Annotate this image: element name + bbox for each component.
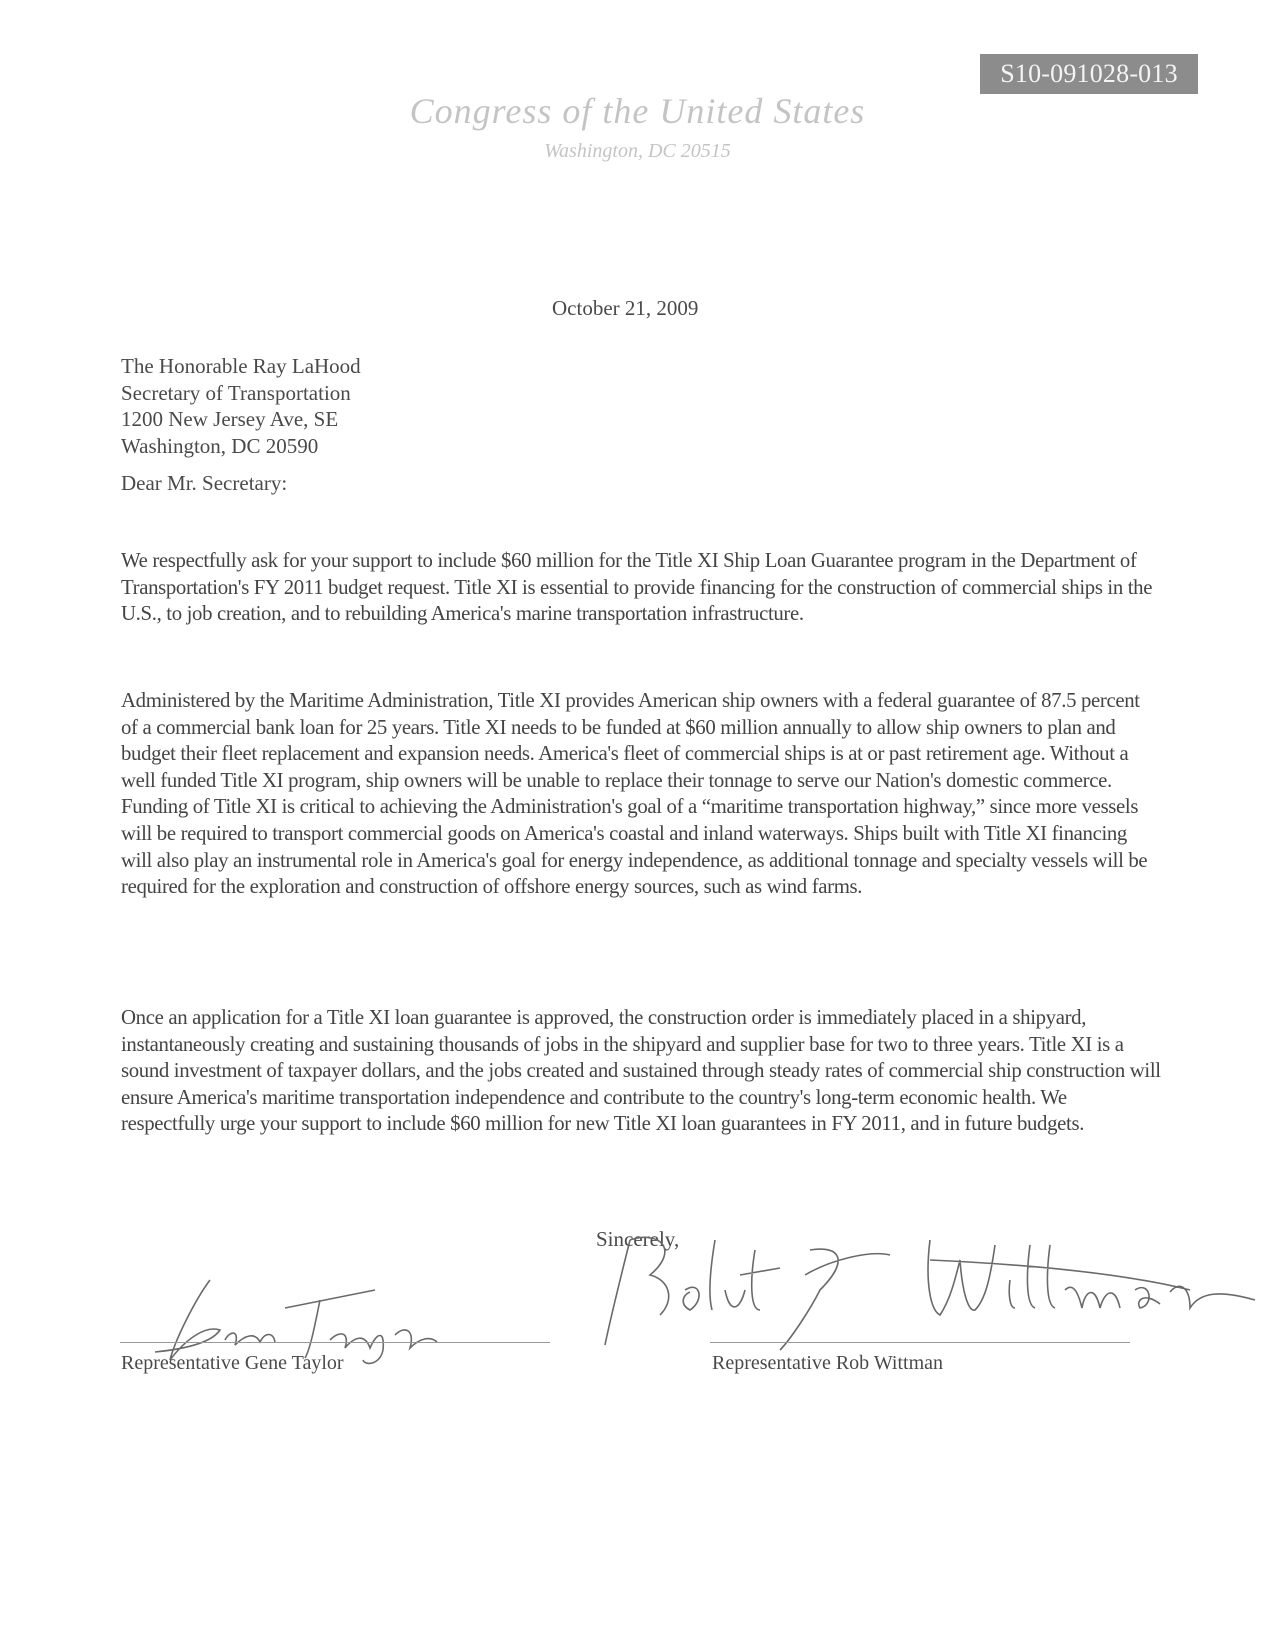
body-paragraph: Administered by the Maritime Administration, Title XI provides American ship owners with a federal guarantee of 87.5 percent of a commercial bank loan for 25 years. Title XI needs to be funded at $60 million annually to allow ship owners to plan and budget their fleet replacement and expansion needs. America's fleet of commercial ships is at or past retirement age. Without a well funded Title XI program, ship owners will be unable to replace their tonnage to serve our Nation's domestic commerce. Funding of Title XI is critical to achieving the Administration's goal of a “maritime transportation highway,” since more vessels will be required to transport commercial goods on America's coastal and inland waterways. Ships built with Title XI financing will also play an instrumental role in America's goal for energy independence, as additional tonnage and specialty vessels will be required for the exploration and construction of offshore energy sources, such as wind farms. bbox=[121, 689, 1148, 899]
letterhead-address: Washington, DC 20515 bbox=[544, 140, 731, 162]
signatory-name: Representative Rob Wittman bbox=[712, 1352, 943, 1374]
signature-line bbox=[120, 1342, 550, 1343]
letterhead-title: Congress of the United States bbox=[409, 91, 866, 131]
recipient-line: Washington, DC 20590 bbox=[121, 433, 319, 458]
document-id-stamp: S10-091028-013 bbox=[980, 54, 1198, 94]
letter-date: October 21, 2009 bbox=[552, 296, 699, 320]
recipient-address bbox=[121, 353, 361, 459]
signature-line bbox=[710, 1342, 1130, 1343]
closing: Sincerely, bbox=[596, 1227, 680, 1251]
recipient-line: 1200 New Jersey Ave, SE bbox=[121, 407, 339, 431]
salutation: Dear Mr. Secretary: bbox=[121, 471, 288, 495]
recipient-line: Secretary of Transportation bbox=[121, 380, 351, 405]
body-paragraph: Once an application for a Title XI loan guarantee is approved, the construction order is immediately placed in a shipyard, instantaneously creating and sustaining thousands of jobs in the shipyard and supplier base for two to three years. Title XI is a sound investment of taxpayer dollars, and the jobs created and sustained through steady rates of commercial ship construction will ensure America's maritime transportation independence and contribute to the country's long-term economic health. We respectfully urge your support to include $60 million for new Title XI loan guarantees in FY 2011, and in future budgets. bbox=[121, 1006, 1161, 1136]
recipient-line: The Honorable Ray LaHood bbox=[121, 354, 361, 378]
signatory-name: Representative Gene Taylor bbox=[121, 1352, 344, 1374]
body-paragraph: We respectfully ask for your support to include $60 million for the Title XI Ship Loan Guarantee program in the Department of Transportation's FY 2011 budget request. Title XI is essential to provide financing for the construction of commercial ships in the U.S., to job creation, and to rebuilding America's marine transportation infrastructure. bbox=[121, 549, 1153, 626]
signature-rob-wittman bbox=[590, 1220, 1260, 1360]
